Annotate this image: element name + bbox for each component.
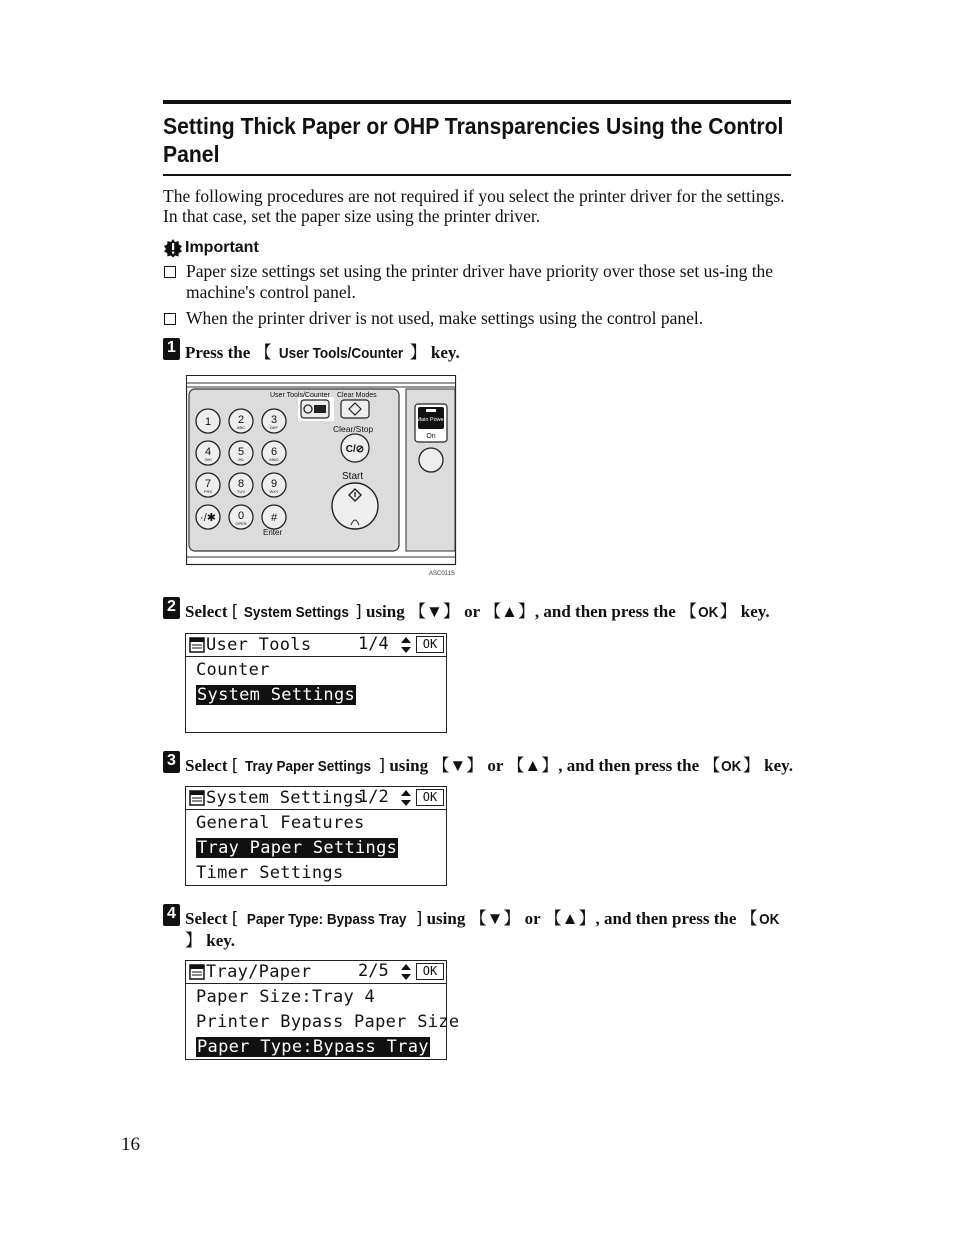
lcd-screen-system-settings	[185, 786, 447, 886]
main-power-label: Main Power	[416, 417, 446, 423]
step-4: 4 Select [ Paper Type: Bypass Tray ] using 【▼】 or 【▲】, and then press the 【OK】 key.	[163, 904, 793, 952]
keypad-key-9	[262, 473, 286, 497]
keypad-key-6	[262, 441, 286, 465]
lcd-menu-row: Timer Settings	[196, 862, 344, 883]
heading-rule-top	[163, 100, 791, 104]
user-tools-key-label: User Tools/Counter	[278, 345, 403, 362]
page-content	[163, 100, 791, 329]
keypad-key-label: 8	[237, 478, 245, 490]
lcd-menu-row: Counter	[196, 659, 270, 680]
keypad-key-5	[229, 441, 253, 465]
keypad-key-label: 1	[204, 416, 212, 428]
keypad-key-sublabel: WXY	[269, 489, 279, 494]
lcd-title: System Settings	[206, 788, 365, 808]
intro-paragraph: The following procedures are not required if you select the printer driver for the settings. In that case, set the paper size using the printer driver.	[163, 186, 785, 226]
ok-key-label: OK	[698, 604, 719, 621]
keypad-key-label: 2	[237, 414, 245, 426]
keypad-key-label: 6	[270, 446, 278, 458]
keypad-key-10	[196, 505, 220, 529]
lcd-ok-button: OK	[416, 963, 444, 980]
keypad-key-label: ·/✱	[200, 512, 216, 524]
keypad-key-12	[262, 505, 286, 529]
keypad-key-8	[229, 473, 253, 497]
down-arrow-icon: ▼	[425, 602, 443, 621]
step-3: 3 Select [ Tray Paper Settings ] using 【▼】 or 【▲】, and then press the 【OK】 key.	[163, 751, 793, 777]
paper-type-bypass-tray-key-label: Paper Type: Bypass Tray	[247, 911, 407, 928]
keypad-key-sublabel: JKL	[237, 457, 245, 462]
scroll-updown-icon	[400, 789, 412, 807]
keypad-key-sublabel: TUV	[237, 489, 245, 494]
step-1: 1 Press the 【 User Tools/Counter 】 key.	[163, 338, 460, 364]
step-number: 3	[163, 751, 180, 773]
lcd-menu-row-selected: Tray Paper Settings	[197, 837, 398, 858]
enter-label: Enter	[263, 528, 283, 537]
lcd-page-number: 1/2	[358, 787, 389, 807]
lcd-screen-user-tools	[185, 633, 447, 733]
step-number: 1	[163, 338, 180, 360]
figure-code: ASC011S	[429, 571, 455, 577]
keypad-key-sublabel: OPER	[235, 521, 247, 526]
keypad-key-7	[196, 473, 220, 497]
important-item-text: When the printer driver is not used, make settings using the control panel.	[186, 308, 704, 328]
keypad-key-label: 0	[237, 510, 245, 522]
lcd-ok-button: OK	[416, 636, 444, 653]
lcd-title-bar	[186, 787, 446, 810]
step-number: 2	[163, 597, 180, 619]
menu-icon	[189, 790, 205, 806]
down-arrow-icon: ▼	[449, 756, 467, 775]
system-settings-key-label: System Settings	[244, 604, 350, 621]
keypad-key-label: 3	[270, 414, 278, 426]
down-arrow-icon: ▼	[486, 909, 504, 928]
keypad-key-label: 7	[204, 478, 212, 490]
up-arrow-icon: ▲	[561, 909, 579, 928]
menu-icon	[189, 964, 205, 980]
keypad-key-11	[229, 505, 253, 529]
lcd-menu-row: Printer Bypass Paper Size	[196, 1011, 460, 1032]
menu-icon	[189, 637, 205, 653]
lcd-menu-row-selected: Paper Type:Bypass Tray	[197, 1036, 429, 1057]
keypad-key-sublabel: DEF	[270, 425, 278, 430]
start-label: Start	[342, 471, 364, 482]
svg-text:C/⊘: C/⊘	[345, 444, 365, 455]
important-icon	[163, 238, 183, 258]
lcd-page-number: 1/4	[358, 634, 389, 654]
lcd-title: Tray/Paper	[206, 962, 312, 982]
lcd-menu-row: Paper Size:Tray 4	[196, 986, 376, 1007]
scroll-updown-icon	[400, 963, 412, 981]
lcd-menu-row: General Features	[196, 812, 365, 833]
keypad-key-sublabel: GHI	[204, 457, 212, 462]
page-number: 16	[121, 1134, 140, 1155]
step-2: 2 Select [ System Settings ] using 【▼】 or 【▲】, and then press the 【OK】 key.	[163, 597, 770, 623]
on-label: On	[426, 433, 436, 440]
important-note-header	[163, 238, 791, 258]
keypad-key-1	[196, 409, 220, 433]
lcd-title-bar	[186, 634, 446, 657]
checkbox-bullet-icon	[164, 313, 176, 325]
user-tools-counter-label: User Tools/Counter	[270, 392, 330, 399]
ok-key-label: OK	[721, 758, 742, 775]
keypad-key-sublabel: ABC	[236, 425, 246, 430]
keypad-key-sublabel: MNO	[269, 457, 279, 462]
lcd-title: User Tools	[206, 635, 312, 655]
keypad-key-label: 5	[237, 446, 245, 458]
lcd-ok-button: OK	[416, 789, 444, 806]
important-item-text: Paper size settings set using the printer driver have priority over those set us-ing the machine's control panel.	[186, 261, 774, 302]
lcd-menu-row-selected: System Settings	[197, 684, 356, 705]
clear-stop-label: Clear/Stop	[333, 424, 374, 434]
lcd-title-bar	[186, 961, 446, 984]
control-panel-illustration	[186, 375, 458, 580]
keypad-key-4	[196, 441, 220, 465]
important-item	[163, 308, 791, 329]
section-heading: Setting Thick Paper or OHP Transparencies Using the Control Panel	[163, 113, 784, 167]
checkbox-bullet-icon	[164, 266, 176, 278]
up-arrow-icon: ▲	[501, 602, 518, 621]
scroll-updown-icon	[400, 636, 412, 654]
ok-key-label: OK	[758, 911, 780, 928]
lcd-page-number: 2/5	[358, 961, 389, 981]
heading-rule-bottom	[163, 174, 791, 176]
keypad-key-sublabel: PRS	[203, 489, 213, 494]
keypad-key-label: 4	[204, 446, 212, 458]
step-number: 4	[163, 904, 180, 926]
lcd-screen-tray-paper	[185, 960, 460, 1060]
important-label: Important	[185, 239, 259, 256]
up-arrow-icon: ▲	[524, 756, 542, 775]
keypad-key-label: #	[270, 512, 278, 524]
tray-paper-settings-key-label: Tray Paper Settings	[245, 758, 372, 775]
keypad-key-2	[229, 409, 253, 433]
keypad-key-label: 9	[270, 478, 278, 490]
important-item	[163, 261, 791, 303]
clear-modes-label: Clear Modes	[337, 392, 377, 399]
keypad-key-3	[262, 409, 286, 433]
